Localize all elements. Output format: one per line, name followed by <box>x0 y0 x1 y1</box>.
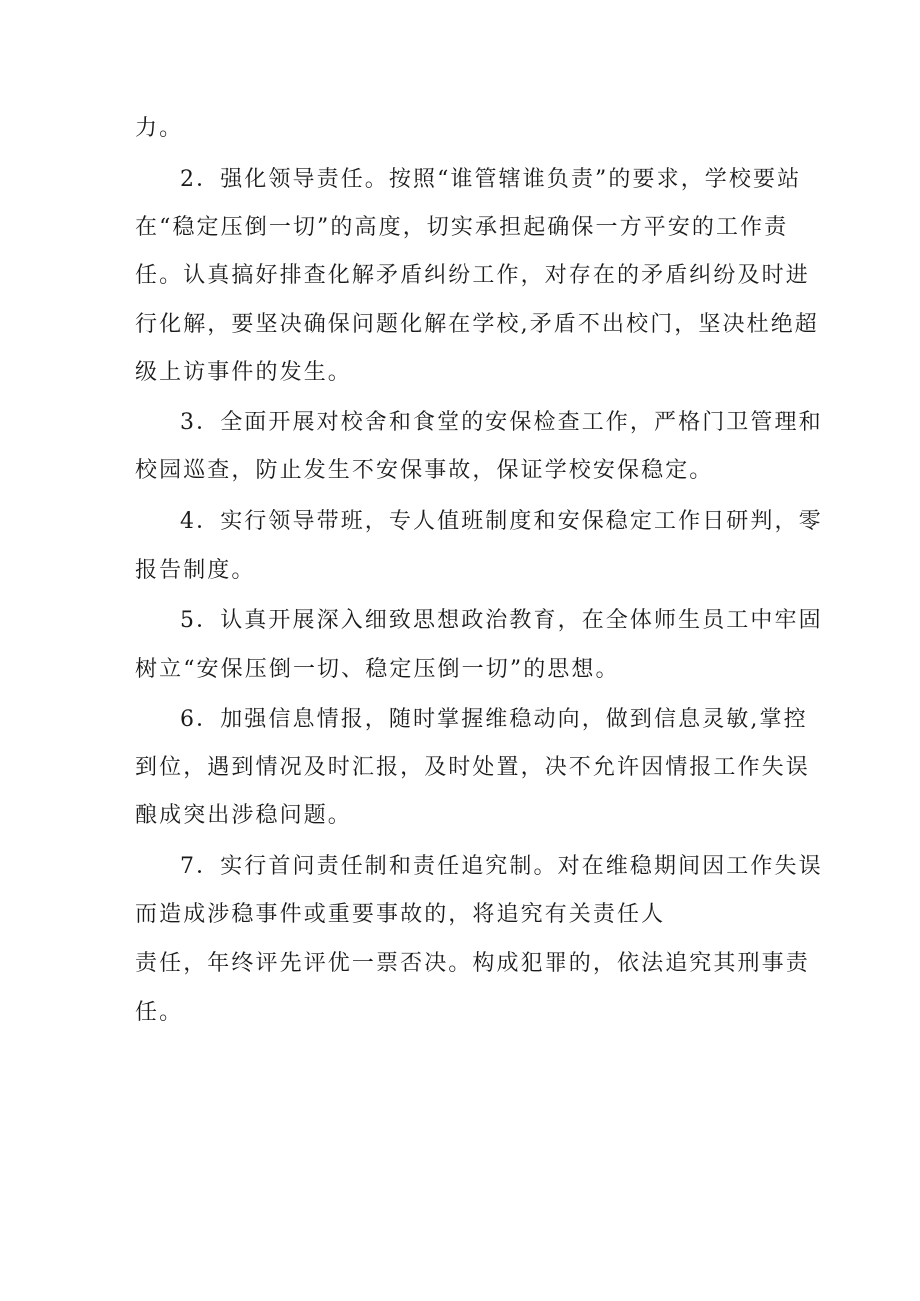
paragraph-6-line-2: 到位，遇到情况及时汇报，及时处置，决不允许因情报工作失误 <box>135 755 810 780</box>
paragraph-7-line-3: 责任，年终评先评优一票否决。构成犯罪的，依法追究其刑事责 <box>135 951 810 976</box>
paragraph-2-line-3: 任。认真搞好排查化解矛盾纠纷工作，对存在的矛盾纠纷及时进 <box>135 263 810 288</box>
paragraph-2-line-2: 在“稳定压倒一切”的高度，切实承担起确保一方平安的工作责 <box>135 215 789 240</box>
paragraph-3-line-2: 校园巡查，防止发生不安保事故，保证学校安保稳定。 <box>135 458 714 483</box>
paragraph-5-line-2: 树立“安保压倒一切、稳定压倒一切”的思想。 <box>135 657 620 682</box>
paragraph-4-line-2: 报告制度。 <box>135 558 256 583</box>
paragraph-4-line-1: 4．实行领导带班，专人值班制度和安保稳定工作日研判，零 <box>180 509 823 534</box>
paragraph-5-line-1: 5．认真开展深入细致思想政治教育，在全体师生员工中牢固 <box>180 608 823 633</box>
paragraph-2-line-1: 2．强化领导责任。按照“谁管辖谁负责”的要求，学校要站 <box>180 167 802 192</box>
paragraph-3-line-1: 3．全面开展对校舍和食堂的安保检查工作，严格门卫管理和 <box>180 410 823 435</box>
paragraph-7-line-4: 任。 <box>135 1000 184 1025</box>
paragraph-7-line-2: 而造成涉稳事件或重要事故的，将追究有关责任人 <box>135 902 666 927</box>
paragraph-7-line-1: 7．实行首问责任制和责任追究制。对在维稳期间因工作失误 <box>180 854 823 879</box>
paragraph-2-line-5: 级上访事件的发生。 <box>135 360 352 385</box>
paragraph-2-line-4: 行化解，要坚决确保问题化解在学校,矛盾不出校门，坚决杜绝超 <box>135 312 819 337</box>
paragraph-1-line-1: 力。 <box>135 116 184 141</box>
paragraph-6-line-3: 酿成突出涉稳问题。 <box>135 803 352 828</box>
paragraph-6-line-1: 6．加强信息情报，随时掌握维稳动向，做到信息灵敏,掌控 <box>180 707 808 732</box>
